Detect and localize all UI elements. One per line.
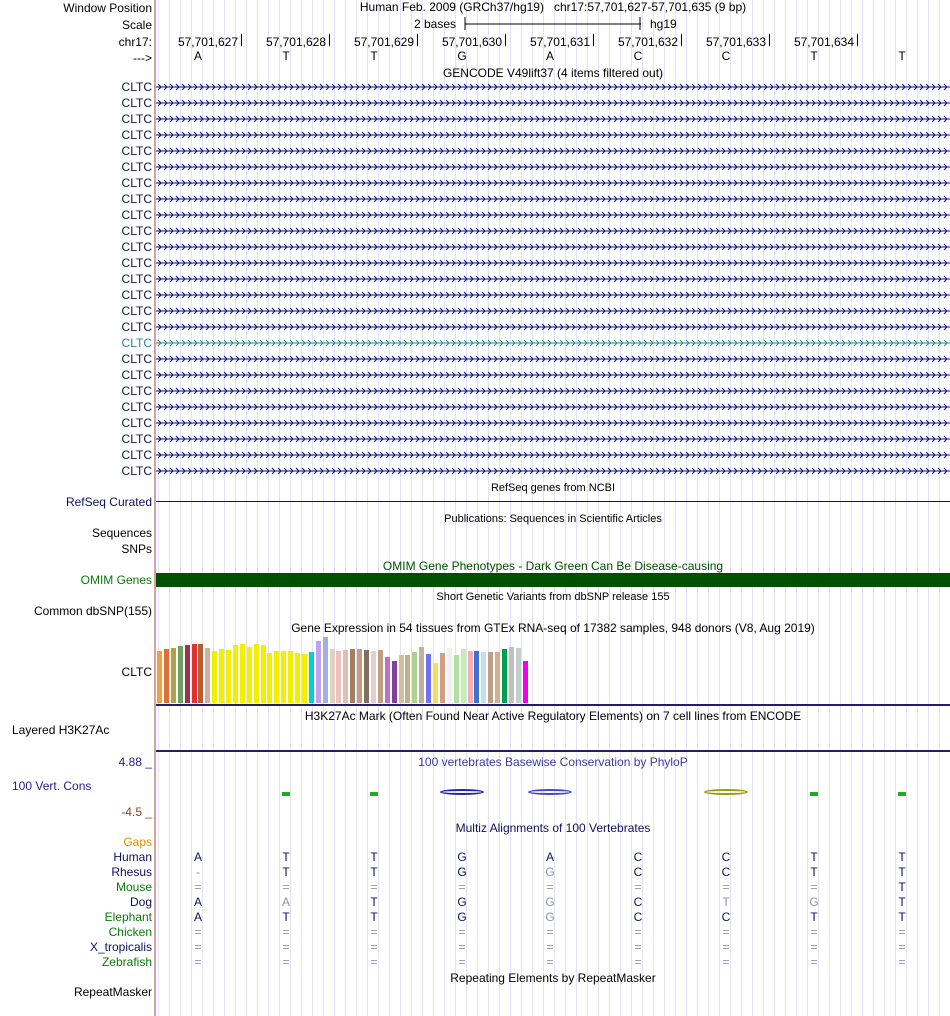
gtex-tissue-bar[interactable]: [405, 655, 410, 703]
gtex-tissue-bar[interactable]: [454, 655, 459, 703]
gencode-transcript-label[interactable]: CLTC: [121, 256, 152, 270]
gtex-title: Gene Expression in 54 tissues from GTEx RNA-seq of 17382 samples, 948 donors (V8, Aug 2019): [291, 621, 815, 635]
alignment-base: T: [370, 910, 378, 924]
alignment-base: T: [282, 865, 290, 879]
scale-text: 2 bases: [414, 17, 457, 31]
gtex-tissue-bar[interactable]: [309, 652, 314, 703]
gencode-transcript-feature[interactable]: [156, 193, 950, 205]
omim-feature[interactable]: [156, 573, 950, 587]
ruler-tick-label: 57,701,631: [529, 35, 590, 49]
alignment-base: =: [370, 955, 378, 969]
alignment-base: C: [721, 910, 731, 924]
gtex-tissue-bar[interactable]: [343, 650, 348, 703]
gtex-tissue-bar[interactable]: [212, 651, 217, 703]
gencode-transcript-label[interactable]: CLTC: [121, 384, 152, 398]
gtex-tissue-bar[interactable]: [323, 637, 328, 703]
alignment-base: -: [196, 865, 200, 879]
gtex-tissue-bar[interactable]: [164, 649, 169, 703]
alignment-base: T: [282, 850, 290, 864]
gtex-tissue-bar[interactable]: [426, 654, 431, 703]
alignment-base: =: [282, 955, 290, 969]
alignment-base: T: [810, 850, 818, 864]
alignment-base: =: [722, 955, 730, 969]
alignment-base: =: [634, 925, 642, 939]
gencode-transcript-feature[interactable]: [156, 401, 950, 413]
gtex-tissue-bar[interactable]: [433, 663, 438, 703]
alignment-base: T: [898, 895, 906, 909]
ruler-tick-mark: [857, 34, 858, 46]
position-title: [156, 0, 950, 14]
strand-label: --->: [133, 51, 152, 65]
gtex-tissue-bar[interactable]: [378, 650, 383, 703]
dbsnp-title: Short Genetic Variants from dbSNP release 155: [436, 591, 670, 603]
gtex-tissue-bar[interactable]: [468, 651, 473, 703]
gencode-transcript-label[interactable]: CLTC: [121, 160, 152, 174]
gencode-transcript-feature[interactable]: [156, 129, 950, 141]
gencode-transcript-feature[interactable]: [156, 449, 950, 461]
ruler-tick-label: 57,701,630: [441, 35, 502, 49]
alignment-base: =: [810, 880, 818, 894]
gencode-title: GENCODE V49lift37 (4 items filtered out): [442, 66, 664, 80]
alignment-base: T: [370, 865, 378, 879]
gencode-transcript-feature[interactable]: [156, 433, 950, 445]
phylop-title: 100 vertebrates Basewise Conservation by PhyloP: [418, 755, 688, 769]
reference-base: T: [810, 49, 818, 63]
gencode-transcript-label[interactable]: CLTC: [121, 288, 152, 302]
alignment-base: G: [545, 865, 555, 879]
gencode-transcript-feature[interactable]: [156, 145, 950, 157]
alignment-base: =: [370, 880, 378, 894]
dbsnp-label[interactable]: Common dbSNP(155): [33, 604, 152, 618]
alignment-base: G: [457, 895, 467, 909]
gtex-tissue-bar[interactable]: [171, 648, 176, 703]
ruler-tick-mark: [329, 34, 330, 46]
gencode-transcript-label[interactable]: CLTC: [121, 144, 152, 158]
gencode-transcript-feature[interactable]: [156, 81, 950, 93]
gtex-tissue-bar[interactable]: [205, 648, 210, 703]
alignment-base: =: [634, 880, 642, 894]
gencode-transcript-feature[interactable]: [156, 161, 950, 173]
gencode-transcript-label[interactable]: CLTC: [121, 432, 152, 446]
reference-base: T: [282, 49, 290, 63]
alignment-base: =: [282, 940, 290, 954]
position-range: chr17:57,701,627-57,701,635 (9 bp): [553, 0, 747, 14]
alignment-base: G: [545, 895, 555, 909]
ruler-tick-mark: [681, 34, 682, 46]
species-label[interactable]: Mouse: [115, 880, 152, 894]
ruler-tick-mark: [505, 34, 506, 46]
gtex-tissue-bar[interactable]: [364, 650, 369, 703]
ruler-tick-mark: [241, 34, 242, 46]
gtex-tissue-bar[interactable]: [192, 644, 197, 703]
alignment-base: G: [457, 910, 467, 924]
chrom-label: chr17:: [118, 35, 152, 49]
alignment-base: =: [282, 925, 290, 939]
gtex-tissue-bar[interactable]: [336, 651, 341, 703]
gtex-tissue-bar[interactable]: [516, 648, 521, 703]
gtex-tissue-bar[interactable]: [157, 651, 162, 703]
phylop-max-label: 4.88 _: [118, 755, 152, 769]
gtex-tissue-bar[interactable]: [392, 661, 397, 703]
alignment-base: =: [898, 940, 906, 954]
alignment-base: =: [194, 955, 202, 969]
alignment-base: =: [194, 940, 202, 954]
alignment-base: T: [282, 910, 290, 924]
gencode-transcript-label[interactable]: CLTC: [121, 304, 152, 318]
gencode-transcript-feature[interactable]: [156, 97, 950, 109]
gtex-tissue-bar[interactable]: [440, 653, 445, 703]
gtex-tissue-bar[interactable]: [371, 651, 376, 703]
phylop-score-mark: [704, 789, 748, 795]
alignment-base: G: [457, 850, 467, 864]
phylop-label[interactable]: 100 Vert. Cons: [12, 779, 92, 793]
refseq-title: RefSeq genes from NCBI: [490, 482, 616, 494]
gtex-tissue-bar[interactable]: [288, 651, 293, 703]
alignment-base: =: [722, 940, 730, 954]
alignment-base: C: [721, 865, 731, 879]
gtex-tissue-bar[interactable]: [198, 644, 203, 703]
ruler-tick-label: 57,701,633: [705, 35, 766, 49]
gencode-transcript-label[interactable]: CLTC: [121, 80, 152, 94]
alignment-base: C: [633, 895, 643, 909]
alignment-base: T: [370, 895, 378, 909]
reference-base: A: [193, 49, 202, 63]
gtex-tissue-bar[interactable]: [178, 646, 183, 703]
gencode-transcript-label[interactable]: CLTC: [121, 192, 152, 206]
alignment-base: T: [370, 850, 378, 864]
gencode-transcript-feature[interactable]: [156, 385, 950, 397]
alignment-base: =: [546, 940, 554, 954]
alignment-base: =: [546, 880, 554, 894]
species-label[interactable]: Zebrafish: [101, 955, 152, 969]
alignment-base: =: [282, 880, 290, 894]
ruler-tick-label: 57,701,634: [793, 35, 854, 49]
alignment-base: =: [370, 925, 378, 939]
alignment-base: T: [810, 865, 818, 879]
gencode-transcript-label[interactable]: CLTC: [121, 176, 152, 190]
h3k27ac-title: H3K27Ac Mark (Often Found Near Active Regulatory Elements) on 7 cell lines from ENCODE: [304, 709, 802, 723]
alignment-base: =: [634, 940, 642, 954]
gencode-transcript-label[interactable]: CLTC: [121, 416, 152, 430]
ruler-tick-label: 57,701,628: [265, 35, 326, 49]
gencode-transcript-feature[interactable]: [156, 289, 950, 301]
gencode-transcript-feature[interactable]: [156, 113, 950, 125]
reference-base: A: [545, 49, 554, 63]
alignment-base: T: [898, 880, 906, 894]
gtex-tissue-bar[interactable]: [495, 652, 500, 703]
gaps-label: Gaps: [123, 835, 152, 849]
species-label[interactable]: Dog: [129, 895, 152, 909]
gencode-transcript-feature[interactable]: [156, 273, 950, 285]
repeatmasker-title: Repeating Elements by RepeatMasker: [450, 971, 656, 985]
alignment-base: G: [545, 910, 555, 924]
gencode-transcript-label[interactable]: CLTC: [121, 368, 152, 382]
snps-label[interactable]: SNPs: [121, 542, 152, 556]
gencode-transcript-label[interactable]: CLTC: [121, 320, 152, 334]
gtex-tissue-bar[interactable]: [488, 652, 493, 703]
gtex-tissue-bar[interactable]: [399, 655, 404, 703]
alignment-base: =: [810, 940, 818, 954]
gencode-transcript-feature[interactable]: [156, 305, 950, 317]
gencode-transcript-feature[interactable]: [156, 353, 950, 365]
gtex-tissue-bar[interactable]: [281, 651, 286, 703]
gencode-transcript-label[interactable]: CLTC: [121, 112, 152, 126]
gencode-transcript-label[interactable]: CLTC: [121, 240, 152, 254]
species-label[interactable]: X_tropicalis: [89, 940, 152, 954]
refseq-label[interactable]: RefSeq Curated: [65, 495, 152, 509]
gtex-tissue-bar[interactable]: [302, 654, 307, 703]
phylop-score-mark: [370, 792, 378, 796]
omim-title: OMIM Gene Phenotypes - Dark Green Can Be Disease-causing: [382, 559, 724, 573]
ruler-tick-label: 57,701,632: [617, 35, 678, 49]
species-label[interactable]: Elephant: [104, 910, 152, 924]
alignment-base: T: [722, 895, 730, 909]
refseq-line[interactable]: [156, 501, 950, 502]
ruler-tick-mark: [769, 34, 770, 46]
phylop-score-mark: [282, 792, 290, 796]
gtex-tissue-bar[interactable]: [447, 648, 452, 703]
alignment-base: C: [633, 910, 643, 924]
gencode-transcript-label[interactable]: CLTC: [121, 96, 152, 110]
gtex-tissue-bar[interactable]: [247, 647, 252, 703]
track-label-column: [0, 0, 154, 1016]
gtex-tissue-bar[interactable]: [274, 651, 279, 703]
gencode-transcript-feature[interactable]: [156, 465, 950, 477]
gencode-transcript-label[interactable]: CLTC: [121, 272, 152, 286]
gtex-tissue-bar[interactable]: [385, 657, 390, 703]
gencode-transcript-label[interactable]: CLTC: [121, 336, 152, 350]
alignment-base: =: [722, 880, 730, 894]
alignment-base: A: [545, 850, 554, 864]
alignment-base: =: [898, 955, 906, 969]
omim-label[interactable]: OMIM Genes: [80, 573, 152, 587]
gtex-tissue-bar[interactable]: [219, 649, 224, 703]
gtex-tissue-bar[interactable]: [185, 645, 190, 703]
scale-db: hg19: [650, 17, 677, 31]
gencode-transcript-label[interactable]: CLTC: [121, 208, 152, 222]
alignment-base: T: [898, 910, 906, 924]
gtex-tissue-bar[interactable]: [295, 653, 300, 703]
gencode-transcript-feature[interactable]: [156, 369, 950, 381]
gtex-tissue-bar[interactable]: [502, 649, 507, 703]
alignment-base: =: [458, 925, 466, 939]
gtex-tissue-bar[interactable]: [419, 647, 424, 703]
alignment-base: =: [898, 925, 906, 939]
phylop-score-mark: [898, 792, 906, 796]
sequences-label[interactable]: Sequences: [91, 526, 152, 540]
alignment-base: A: [193, 895, 202, 909]
window-position-label: Window Position: [63, 1, 152, 15]
gencode-transcript-label[interactable]: CLTC: [121, 352, 152, 366]
gencode-transcript-label[interactable]: CLTC: [121, 464, 152, 478]
species-label[interactable]: Chicken: [108, 925, 152, 939]
repeatmasker-label[interactable]: RepeatMasker: [73, 985, 152, 999]
gtex-tissue-bar[interactable]: [461, 649, 466, 703]
gtex-tissue-bar[interactable]: [481, 652, 486, 703]
assembly-name: Human Feb. 2009 (GRCh37/hg19): [359, 0, 544, 14]
phylop-score-mark: [440, 789, 484, 795]
ruler-tick-mark: [417, 34, 418, 46]
gtex-tissue-bar[interactable]: [240, 644, 245, 703]
gencode-transcript-feature[interactable]: [156, 241, 950, 253]
reference-base: C: [633, 49, 643, 63]
gtex-tissue-bar[interactable]: [254, 644, 259, 703]
alignment-base: A: [281, 895, 290, 909]
phylop-score-mark: [810, 792, 818, 796]
h3k27ac-label[interactable]: Layered H3K27Ac: [12, 723, 110, 737]
ruler-tick-label: 57,701,629: [353, 35, 414, 49]
gencode-transcript-feature[interactable]: [156, 177, 950, 189]
reference-base: C: [721, 49, 731, 63]
gtex-tissue-bar[interactable]: [226, 650, 231, 703]
gtex-tissue-bar[interactable]: [350, 649, 355, 703]
alignment-base: =: [194, 925, 202, 939]
gtex-tissue-bar[interactable]: [267, 653, 272, 703]
alignment-base: T: [898, 865, 906, 879]
alignment-base: =: [810, 955, 818, 969]
gtex-label[interactable]: CLTC: [121, 665, 152, 679]
gencode-transcript-label[interactable]: CLTC: [121, 128, 152, 142]
scale-bar: [461, 15, 641, 31]
gtex-baseline: [156, 704, 950, 706]
ruler-tick-mark: [593, 34, 594, 46]
gtex-tissue-bar[interactable]: [474, 651, 479, 703]
alignment-base: =: [810, 925, 818, 939]
track-data-area[interactable]: [156, 0, 950, 1016]
phylop-min-label: -4.5 _: [121, 805, 152, 819]
gtex-tissue-bar[interactable]: [233, 645, 238, 703]
phylop-score-mark: [528, 789, 572, 795]
alignment-base: A: [193, 910, 202, 924]
phylop-track[interactable]: [156, 785, 950, 805]
alignment-base: C: [721, 850, 731, 864]
alignment-base: =: [370, 940, 378, 954]
gencode-transcript-feature[interactable]: [156, 225, 950, 237]
gtex-tissue-bar[interactable]: [412, 652, 417, 703]
alignment-base: G: [809, 895, 819, 909]
reference-base: G: [457, 49, 467, 63]
gtex-tissue-bar[interactable]: [261, 645, 266, 703]
species-label[interactable]: Human: [113, 850, 152, 864]
gencode-transcript-feature[interactable]: [156, 321, 950, 333]
alignment-base: C: [633, 865, 643, 879]
gtex-tissue-bar[interactable]: [357, 649, 362, 703]
alignment-base: =: [722, 925, 730, 939]
gtex-tissue-bar[interactable]: [330, 649, 335, 703]
alignment-base: G: [457, 865, 467, 879]
gtex-tissue-bar[interactable]: [523, 661, 528, 703]
pubs-title: Publications: Sequences in Scientific Articles: [444, 513, 662, 525]
alignment-base: =: [458, 940, 466, 954]
scale-label: Scale: [121, 18, 152, 32]
alignment-base: =: [546, 955, 554, 969]
gencode-transcript-feature[interactable]: [156, 337, 950, 349]
alignment-base: =: [194, 880, 202, 894]
alignment-base: T: [898, 850, 906, 864]
h3k27ac-baseline: [156, 750, 950, 752]
alignment-base: =: [458, 955, 466, 969]
gencode-transcript-feature[interactable]: [156, 257, 950, 269]
alignment-base: A: [193, 850, 202, 864]
ruler-tick-label: 57,701,627: [177, 35, 238, 49]
gtex-tissue-bar[interactable]: [316, 641, 321, 703]
gencode-transcript-feature[interactable]: [156, 417, 950, 429]
alignment-base: =: [546, 925, 554, 939]
gencode-transcript-label[interactable]: CLTC: [121, 224, 152, 238]
alignment-base: =: [458, 880, 466, 894]
gencode-transcript-label[interactable]: CLTC: [121, 400, 152, 414]
alignment-base: =: [634, 955, 642, 969]
multiz-title: Multiz Alignments of 100 Vertebrates: [455, 821, 651, 835]
species-label[interactable]: Rhesus: [111, 865, 152, 879]
gtex-bar-chart[interactable]: [156, 636, 556, 703]
alignment-base: T: [810, 910, 818, 924]
gencode-transcript-label[interactable]: CLTC: [121, 448, 152, 462]
reference-base: T: [898, 49, 906, 63]
gencode-transcript-feature[interactable]: [156, 209, 950, 221]
alignment-base: C: [633, 850, 643, 864]
gtex-tissue-bar[interactable]: [509, 647, 514, 703]
reference-base: T: [370, 49, 378, 63]
